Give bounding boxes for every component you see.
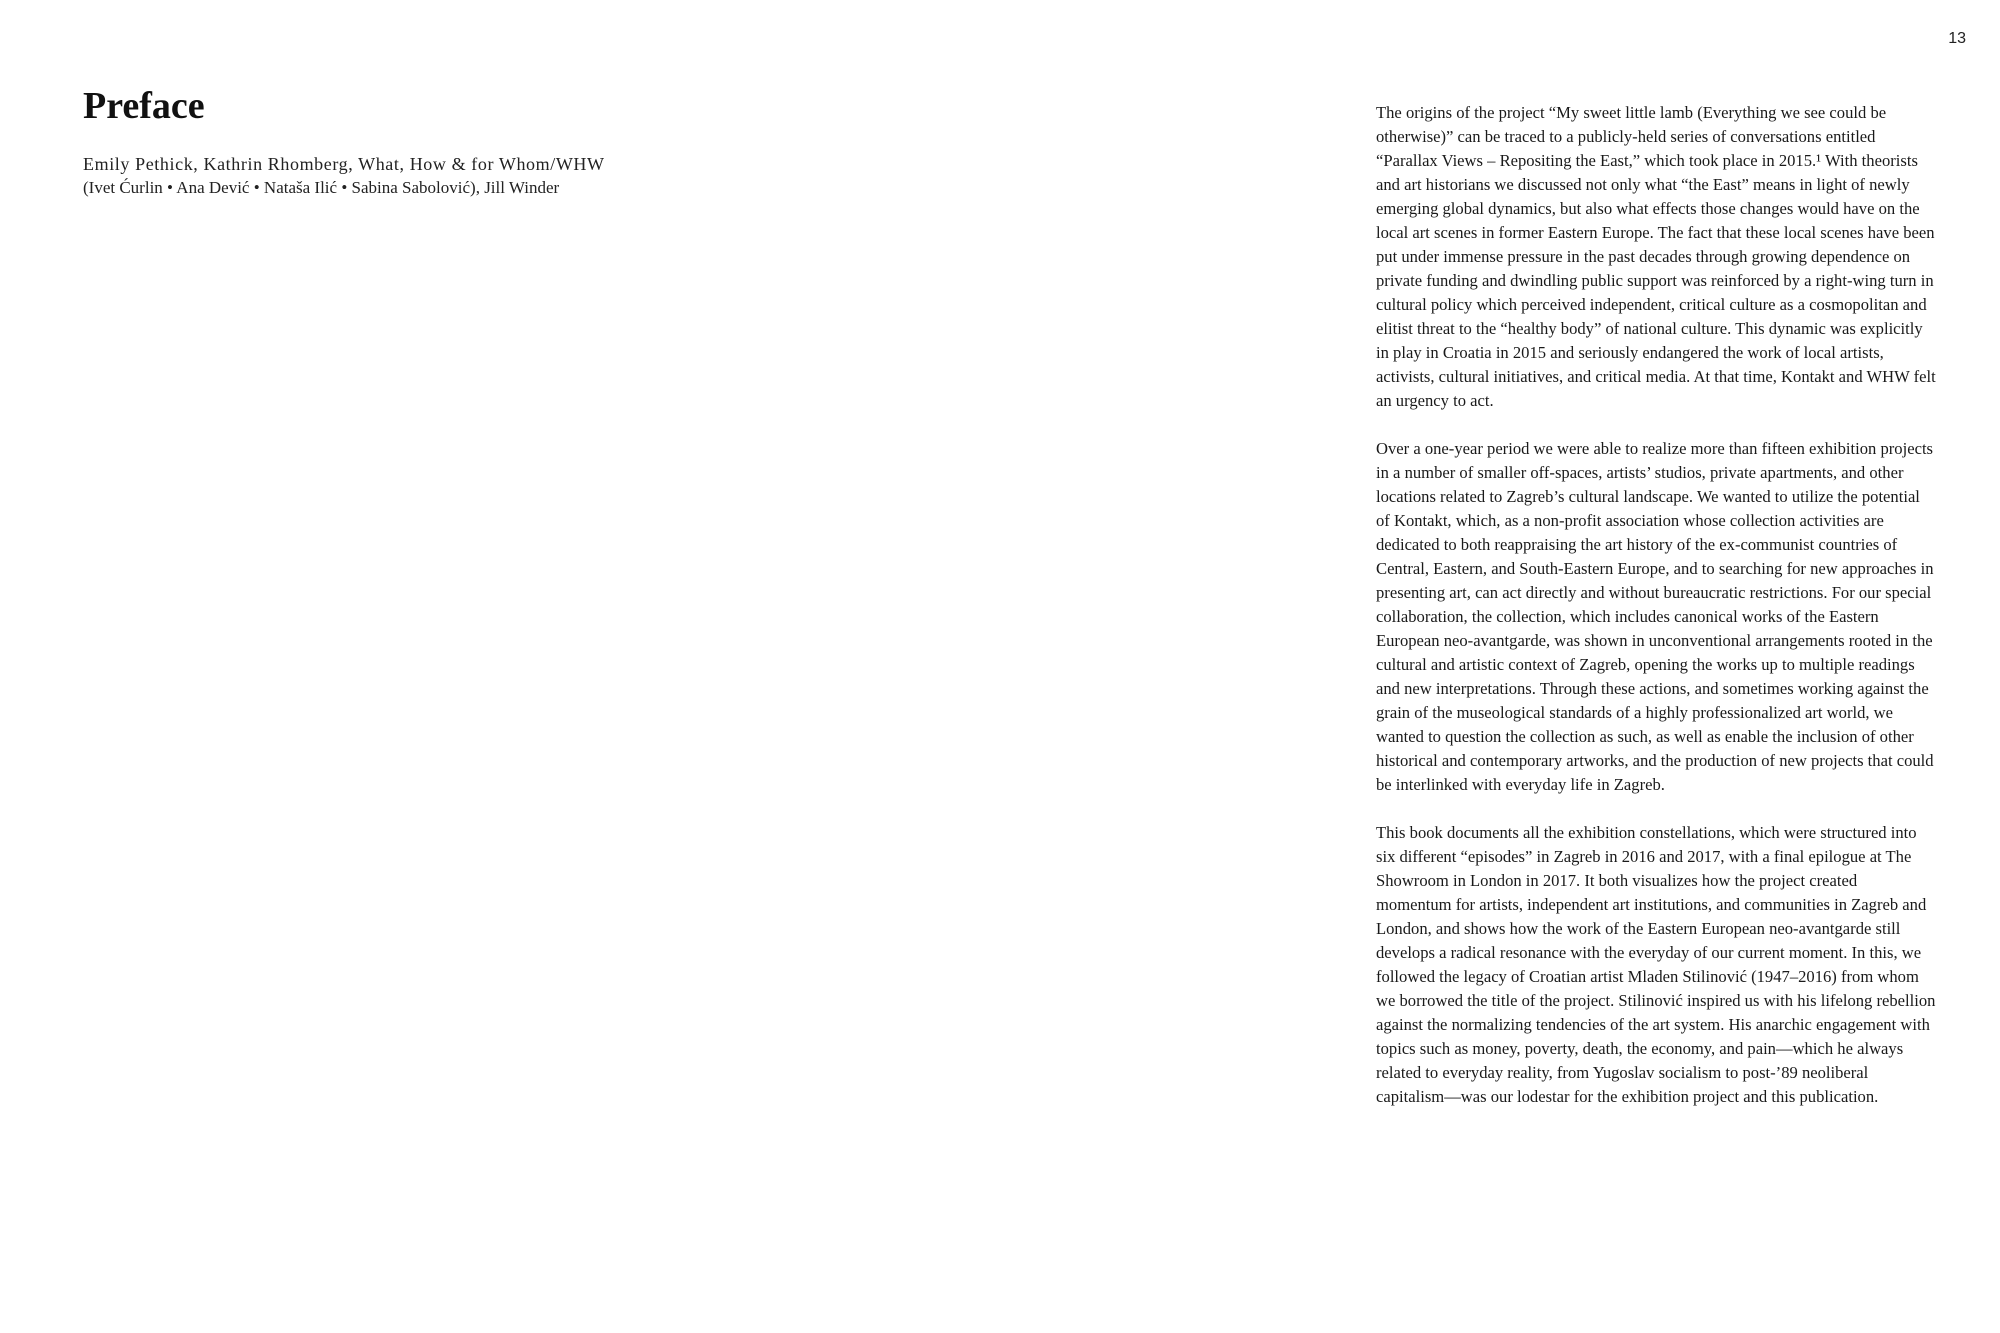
paragraph: Over a one-year period we were able to realize more than fifteen exhibition projects in a number of smaller off-spaces, artists’ studios, private apartments, and other locations related to Zagreb’s cultural landscape. We wanted to utilize the potential of Kontakt, which, as a non-profit association whose collection activities are dedicated to both reappraising the art history of the ex-communist countries of Central, Eastern, and South-Eastern Europe, and to searching for new approaches in presenting art, can act directly and without bureaucratic restrictions. For our special collaboration, the collection, which includes canonical works of the Eastern European neo-avantgarde, was shown in unconventional arrangements rooted in the cultural and artistic context of Zagreb, opening the works up to multiple readings and new interpretations. Through these actions, and sometimes working against the grain of the museological standards of a highly professionalized art world, we wanted to question the collection as such, as well as enable the inclusion of other historical and contemporary artworks, and the production of new projects that could be interlinked with everyday life in Zagreb. [1376,439,1934,794]
page-title: Preface [83,85,205,127]
paragraph: This book documents all the exhibition constellations, which were structured into six different “episodes” in Zagreb in 2016 and 2017, with a final epilogue at The Showroom in London in 2017. It both visualizes how the project created momentum for artists, independent art institutions, and communities in Zagreb and London, and shows how the work of the Eastern European neo-avantgarde still develops a radical resonance with the everyday of our current moment. In this, we followed the legacy of Croatian artist Mladen Stilinović (1947–2016) from whom we borrowed the title of the project. Stilinović inspired us with his lifelong rebellion against the normalizing tendencies of the art system. His anarchic engagement with topics such as money, poverty, death, the economy, and pain—which he always related to everyday reality, from Yugoslav socialism to post-’89 neoliberal capitalism—was our lodestar for the exhibition project and this publication. [1376,823,1936,1106]
authors-line: Emily Pethick, Kathrin Rhomberg, What, How & for Whom/WHW [83,154,605,174]
page-number: 13 [1948,30,1966,47]
contributors-line: (Ivet Ćurlin • Ana Dević • Nataša Ilić • Sabina Sabolović), Jill Winder [83,178,560,197]
paragraph: The origins of the project “My sweet little lamb (Everything we see could be otherwise)” can be traced to a publicly-held series of conversations entitled “Parallax Views – Repositing the East,” which took place in 2015.¹ With theorists and art historians we discussed not only what “the East” means in light of newly emerging global dynamics, but also what effects those changes would have on the local art scenes in former Eastern Europe. The fact that these local scenes have been put under immense pressure in the past decades through growing dependence on private funding and dwindling public support was reinforced by a right-wing turn in cultural policy which perceived independent, critical culture as a cosmopolitan and elitist threat to the “healthy body” of national culture. This dynamic was explicitly in play in Croatia in 2015 and seriously endangered the work of local artists, activists, cultural initiatives, and critical media. At that time, Kontakt and WHW felt an urgency to act. [1376,103,1936,410]
preface-header [83,82,843,200]
body-text [1376,101,1936,1133]
